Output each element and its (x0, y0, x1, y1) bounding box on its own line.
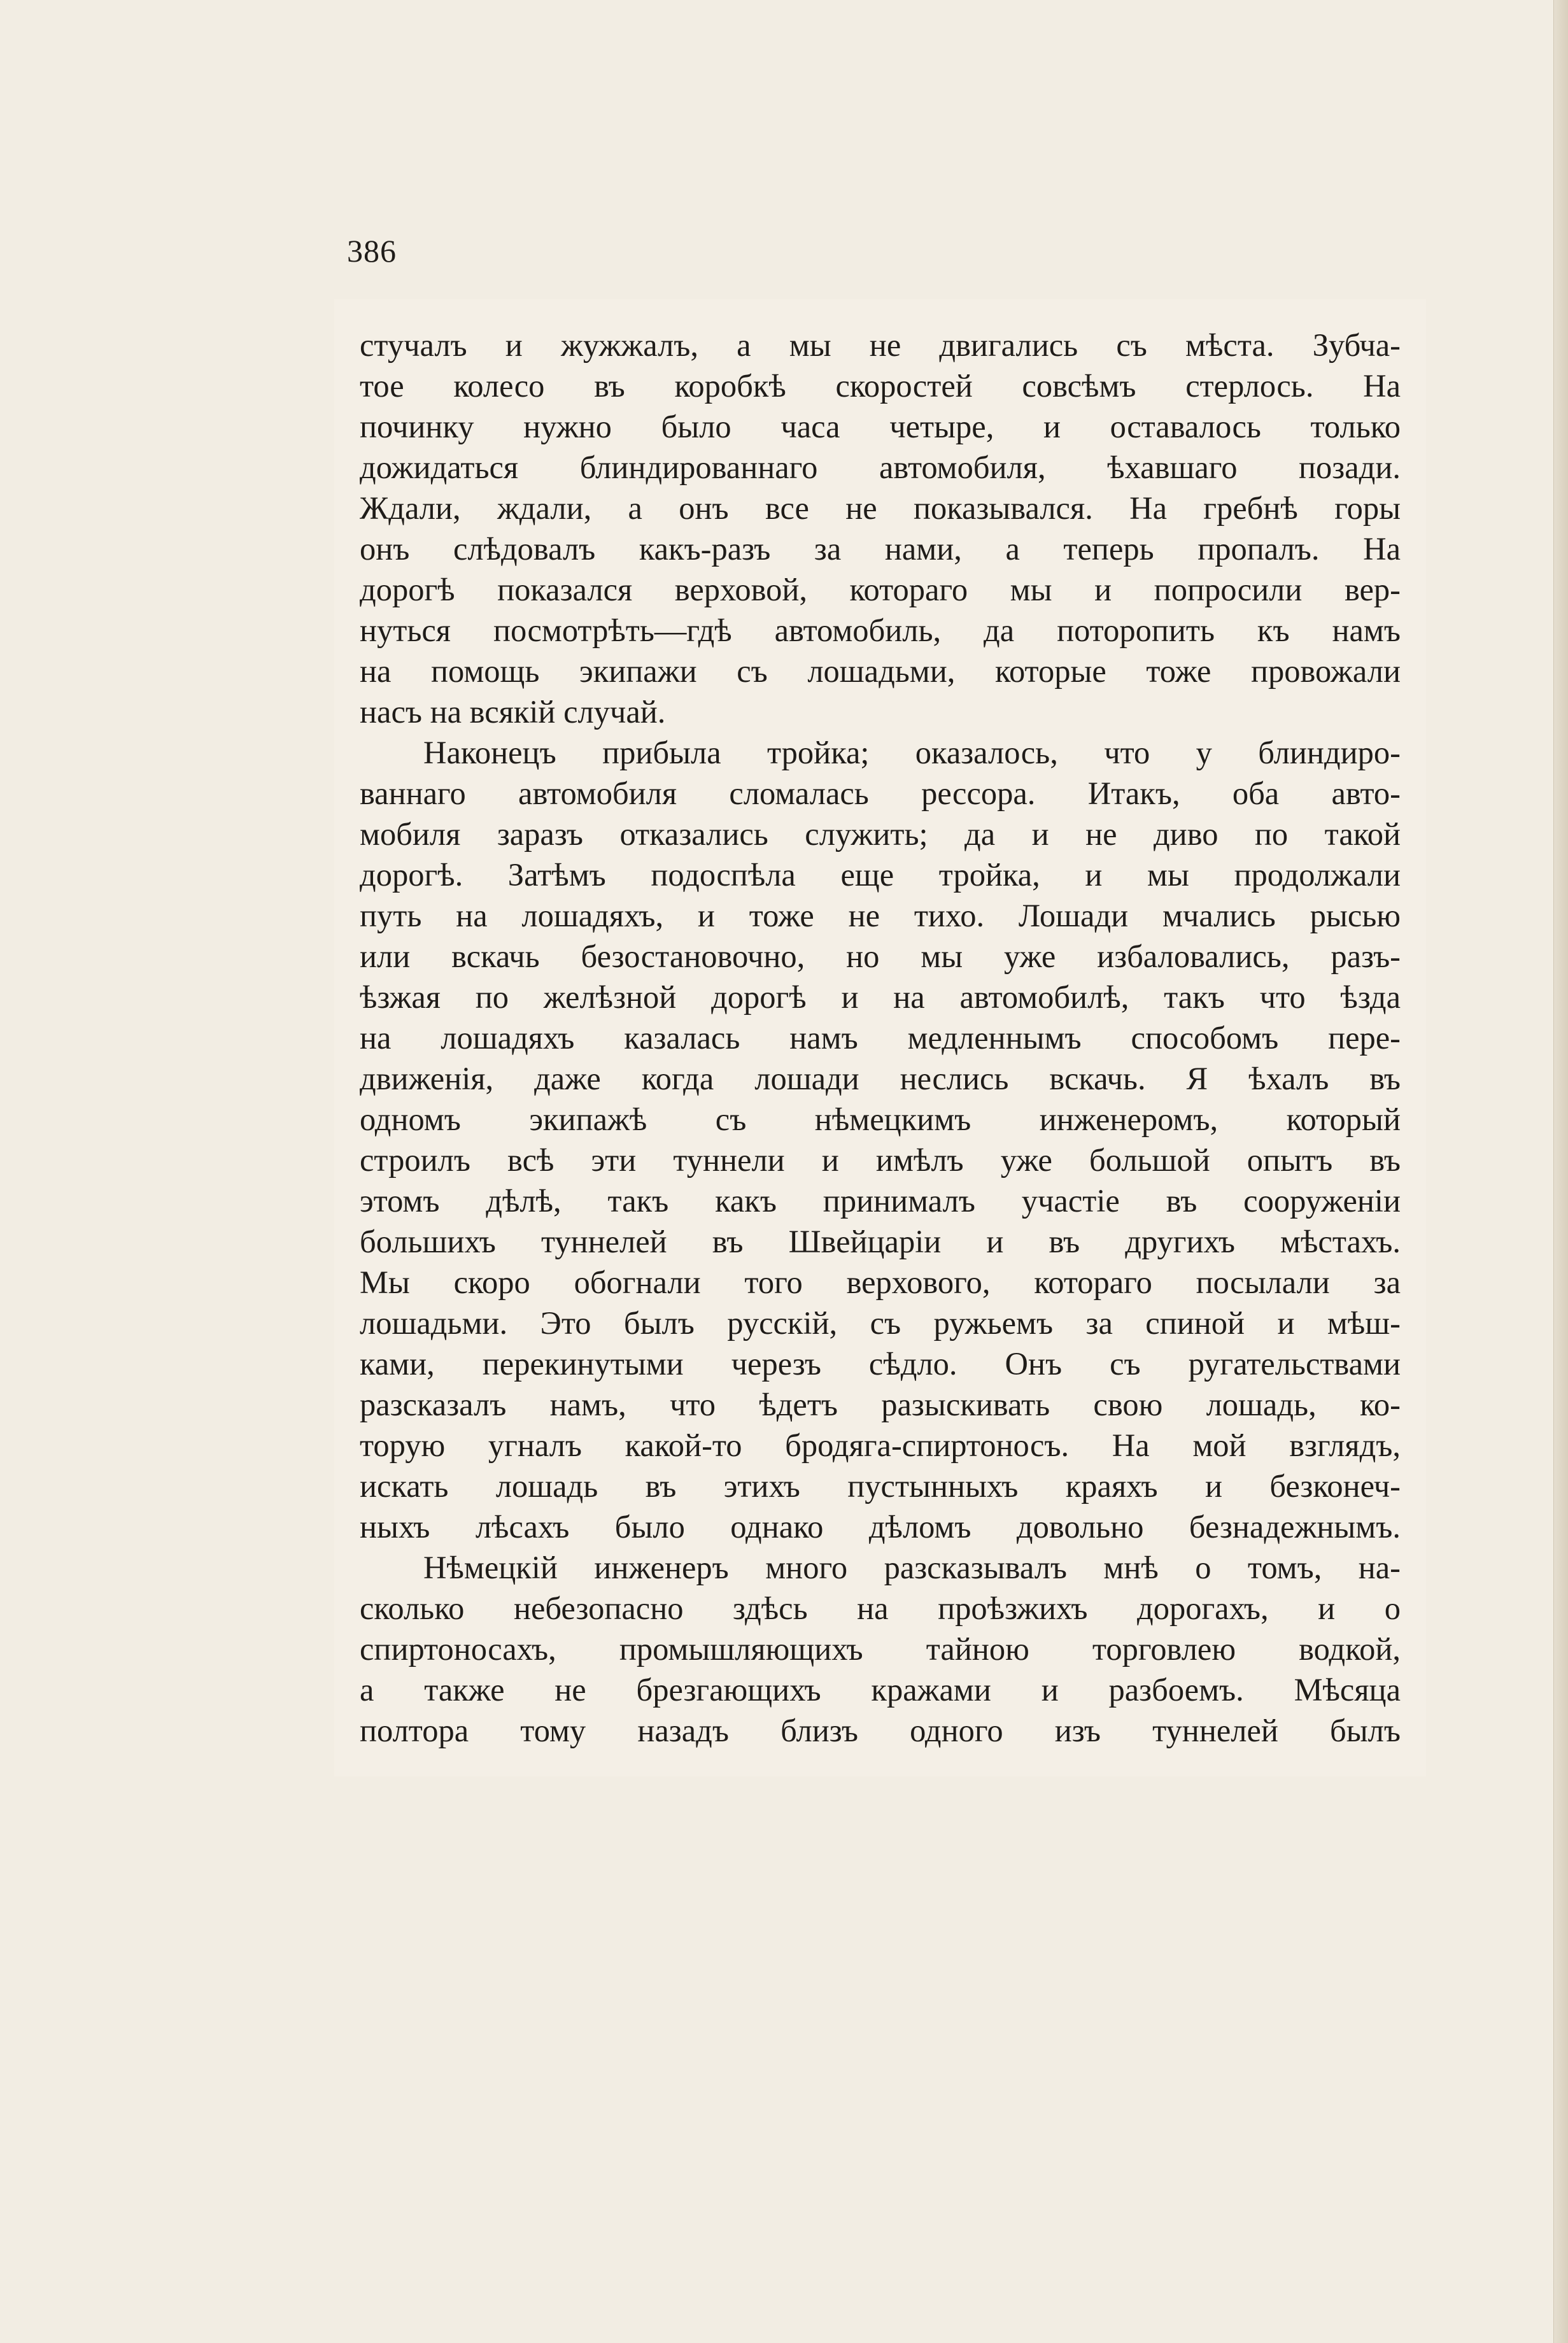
text-line: ѣзжая по желѣзной дорогѣ и на автомобилѣ, такъ что ѣзда (360, 979, 1401, 1015)
text-line: дожидаться блиндированнаго автомобиля, ѣхавшаго позади. (360, 449, 1401, 485)
paragraph (360, 732, 1401, 1547)
text-line: Мы скоро обогнали того верхового, котораго посылали за (360, 1264, 1401, 1300)
text-line: разсказалъ намъ, что ѣдетъ разыскивать свою лошадь, ко- (360, 1387, 1401, 1422)
text-line: на лошадяхъ казалась намъ медленнымъ способомъ пере- (360, 1020, 1401, 1056)
text-line: движенія, даже когда лошади неслись вскачь. Я ѣхалъ въ (360, 1061, 1401, 1096)
text-line: путь на лошадяхъ, и тоже не тихо. Лошади мчались рысью (360, 898, 1401, 933)
text-line: дорогѣ показался верховой, котораго мы и попросили вер- (360, 572, 1401, 607)
text-line: этомъ дѣлѣ, такъ какъ принималъ участіе въ сооруженіи (360, 1183, 1401, 1219)
text-line: дорогѣ. Затѣмъ подоспѣла еще тройка, и мы продолжали (360, 857, 1401, 893)
text-line: ныхъ лѣсахъ было однако дѣломъ довольно безнадежнымъ. (360, 1509, 1401, 1545)
paragraph (360, 1547, 1401, 1751)
text-line: а также не брезгающихъ кражами и разбоемъ. Мѣсяца (360, 1672, 1401, 1708)
text-line: на помощь экипажи съ лошадьми, которые тоже провожали (360, 653, 1401, 689)
text-line: искать лошадь въ этихъ пустынныхъ краяхъ и безконеч- (360, 1468, 1401, 1504)
text-line: насъ на всякій случай. (360, 694, 666, 730)
text-line: мобиля заразъ отказались служить; да и не диво по такой (360, 816, 1401, 852)
text-line: стучалъ и жужжалъ, а мы не двигались съ мѣста. Зубча- (360, 327, 1401, 363)
text-line: сколько небезопасно здѣсь на проѣзжихъ дорогахъ, и о (360, 1590, 1401, 1626)
page-edge (1553, 0, 1568, 2343)
text-line: лошадьми. Это былъ русскій, съ ружьемъ за спиной и мѣш- (360, 1305, 1401, 1341)
text-line: нуться посмотрѣть—гдѣ автомобиль, да поторопить къ намъ (360, 612, 1401, 648)
text-line: строилъ всѣ эти туннели и имѣлъ уже большой опытъ въ (360, 1142, 1401, 1178)
text-line: полтора тому назадъ близъ одного изъ туннелей былъ (360, 1713, 1401, 1748)
text-line: большихъ туннелей въ Швейцаріи и въ другихъ мѣстахъ. (360, 1224, 1401, 1259)
text-line: Нѣмецкій инженеръ много разсказывалъ мнѣ о томъ, на- (423, 1550, 1401, 1585)
text-line: ваннаго автомобиля сломалась рессора. Итакъ, оба авто- (360, 775, 1401, 811)
text-block (360, 325, 1401, 1751)
text-line: спиртоносахъ, промышляющихъ тайною торговлею водкой, (360, 1631, 1401, 1667)
text-line: или вскачь безостановочно, но мы уже избаловались, разъ- (360, 938, 1401, 974)
page-number: 386 (347, 233, 397, 269)
text-line: онъ слѣдовалъ какъ-разъ за нами, а теперь пропалъ. На (360, 531, 1401, 567)
text-line: тое колесо въ коробкѣ скоростей совсѣмъ стерлось. На (360, 368, 1401, 404)
paragraph (360, 325, 1401, 732)
text-line: одномъ экипажѣ съ нѣмецкимъ инженеромъ, который (360, 1101, 1401, 1137)
text-line: торую угналъ какой-то бродяга-спиртоносъ. На мой взглядъ, (360, 1427, 1401, 1463)
text-line: починку нужно было часа четыре, и оставалось только (360, 409, 1401, 444)
text-line: ками, перекинутыми черезъ сѣдло. Онъ съ ругательствами (360, 1346, 1401, 1382)
text-line: Наконецъ прибыла тройка; оказалось, что у блиндиро- (423, 735, 1401, 770)
text-line: Ждали, ждали, а онъ все не показывался. На гребнѣ горы (360, 490, 1401, 526)
